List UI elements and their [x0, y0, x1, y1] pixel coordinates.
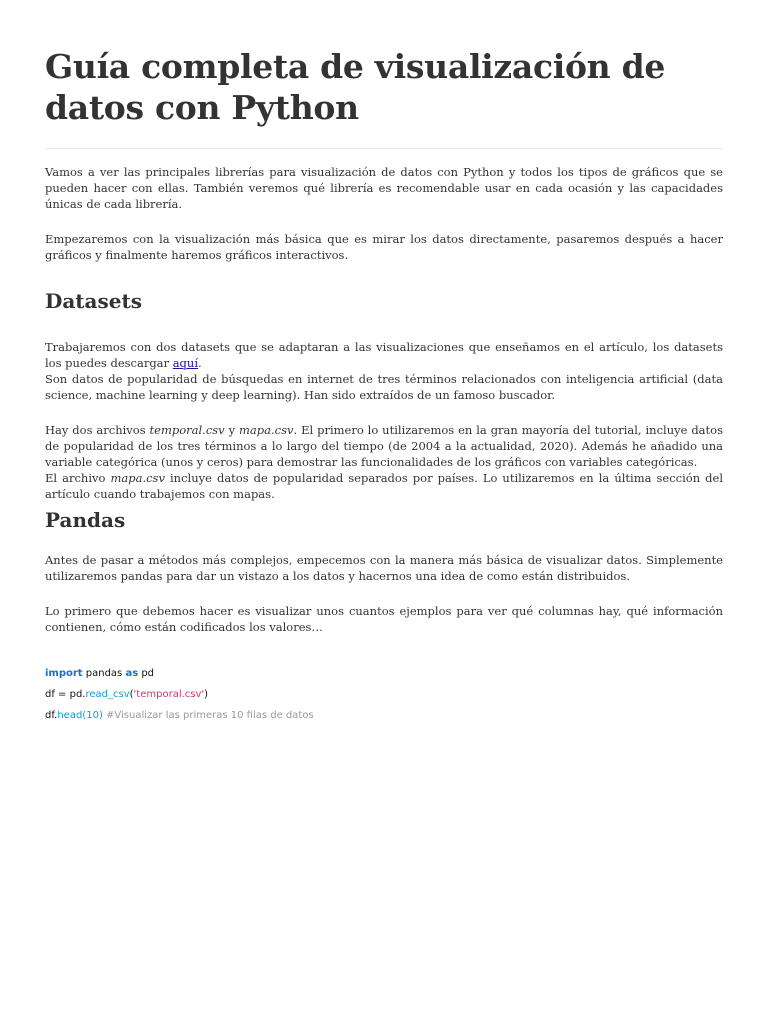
files-text-a: Hay dos archivos [45, 423, 150, 437]
datasets-paragraph-1 [45, 339, 723, 403]
code-object: df. [45, 710, 58, 721]
code-module: pandas [82, 668, 126, 679]
code-keyword-import: import [45, 668, 83, 679]
code-line-2 [45, 684, 723, 705]
section-heading-datasets: Datasets [45, 289, 142, 313]
code-number: 10 [86, 710, 99, 721]
file-name-mapa-2: mapa.csv [110, 471, 165, 485]
file-name-mapa: mapa.csv [239, 423, 294, 437]
mapa-text-a: El archivo [45, 471, 111, 485]
code-comment: #Visualizar las primeras 10 filas de datos [102, 710, 314, 721]
datasets-description: Son datos de popularidad de búsquedas en internet de tres términos relacionados con inteligencia artificial (data science, machine learning y deep learning). Han sido extraídos de un famoso buscador. [45, 372, 723, 402]
section-heading-pandas: Pandas [45, 508, 126, 532]
code-function-head: head [57, 710, 83, 721]
code-string-filename: 'temporal.csv' [133, 689, 205, 700]
datasets-text-end: . [198, 356, 202, 370]
intro-paragraph-2: Empezaremos con la visualización más básica que es mirar los datos directamente, pasaremos después a hacer gráficos y finalmente haremos gráficos interactivos. [45, 232, 723, 262]
code-line-1 [45, 663, 723, 684]
download-link[interactable]: aquí [172, 356, 199, 370]
code-paren-open-2: ( [82, 710, 87, 721]
code-function-read-csv: read_csv [85, 689, 130, 700]
datasets-text: Trabajaremos con dos datasets que se adaptaran a las visualizaciones que enseñamos en el artículo, los datasets los puedes descargar [45, 340, 723, 370]
intro-paragraph-1: Vamos a ver las principales librerías para visualización de datos con Python y todos los tipos de gráficos que se pueden hacer con ellas. También veremos qué librería es recomendable usar en cada ocasión y las capacidades únicas de cada librería. [45, 165, 723, 211]
files-text-b: y [224, 423, 240, 437]
code-line-3 [45, 705, 723, 726]
code-assign: df = pd. [45, 689, 86, 700]
code-keyword-as: as [125, 668, 139, 679]
title-divider [45, 148, 723, 149]
page-title: Guía completa de visualización de datos con Python [45, 47, 666, 127]
mapa-text-c: incluye datos de popularidad separados por países. Lo utilizaremos en la última sección del artículo cuando trabajemos con mapas. [45, 471, 723, 501]
code-alias: pd [138, 668, 155, 679]
code-block [45, 663, 723, 726]
datasets-paragraph-2 [45, 422, 723, 502]
code-paren-close: ) [204, 689, 209, 700]
code-paren-close-2: ) [98, 710, 103, 721]
files-text-c: . El primero lo utilizaremos en la gran mayoría del tutorial, incluye datos de popularidad de los tres términos a lo largo del tiempo (de 2004 a la actualidad, 2020). Además he añadido una variable categórica (unos y ceros) para demostrar las funcionalidades de los gráficos con variables categóricas. [45, 423, 723, 469]
pandas-paragraph-2: Lo primero que debemos hacer es visualizar unos cuantos ejemplos para ver qué columnas hay, qué información contienen, cómo están codificados los valores… [45, 604, 723, 634]
pandas-paragraph-1: Antes de pasar a métodos más complejos, empecemos con la manera más básica de visualizar datos. Simplemente utilizaremos pandas para dar un vistazo a los datos y hacernos una idea de como están distribuidos. [45, 553, 723, 583]
file-name-temporal: temporal.csv [149, 423, 225, 437]
code-paren-open: ( [129, 689, 134, 700]
